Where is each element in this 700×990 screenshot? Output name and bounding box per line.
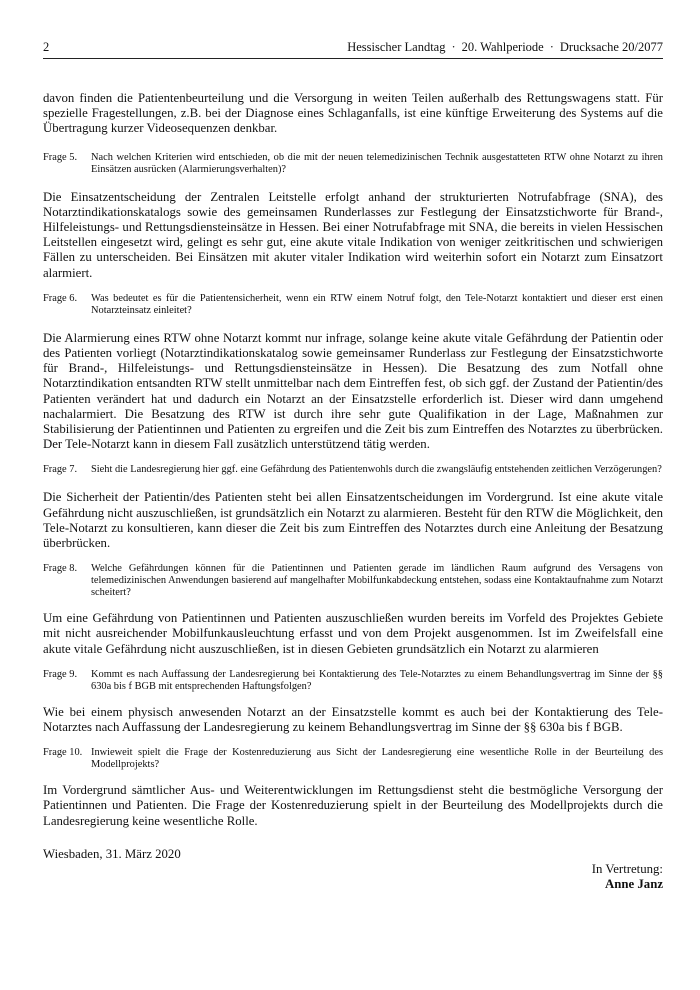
question-label: Frage 8.: [43, 563, 78, 575]
parliament-name: Hessischer Landtag: [347, 40, 446, 54]
question-text: Kommt es nach Auffassung der Landesregierung bei Kontaktierung des Tele-Notarztes zu einem Behandlungsvertrag im Sinne der §§ 630a bis f BGB mit entsprechenden Haftungsfolgen?: [91, 668, 663, 692]
document-page: [43, 40, 663, 893]
question-label: Frage 7.: [43, 464, 78, 476]
question-label: Frage 9.: [43, 668, 78, 680]
header-separator: ·: [451, 40, 456, 54]
answer-paragraph: Im Vordergrund sämtlicher Aus- und Weiterentwicklungen im Rettungsdienst steht die bestmögliche Versorgung der Patientinnen und Patienten. Die Frage der Kostenreduzierung spielt in der Beurteilung des Modellprojekts durch die Landesregierung keine wesentliche Rolle.: [43, 783, 663, 828]
answer-paragraph: Die Alarmierung eines RTW ohne Notarzt kommt nur infrage, solange keine akute vitale Gefährdung der Patientin oder des Patienten vorliegt (Notarztindikationskatalog sowie gemeinsamer Runderlass zur Festlegung der Einsatzstichworte für Brand-, Hilfeleistungs- und Rettungsdiensteinsätze in Hessen). Die Besatzung des zum Notfall ohne Notarztindikation entsandten RTW stellt unmittelbar nach dem Eintreffen fest, ob sich ggf. der Zustand der Patientin/des Patienten verändert hat und dadurch ein Notarzt an der Einsatzstelle erforderlich ist. Dieser wird dann umgehend nachalarmiert. Die Besatzung des RTW ist durch ihre sehr gute Qualifikation in der Lage, Maßnahmen zur Stabilisierung der Patientinnen und Patienten zu ergreifen und die Zeit bis zum Eintreffen des Notarztes zu überbrücken. Der Tele-Notarzt kann in diesem Fall zusätzlich unterstützend tätig werden.: [43, 330, 663, 452]
question-text: Nach welchen Kriterien wird entschieden, ob die mit der neuen telemedizinischen Technik ausgestatteten RTW ohne Notarzt zu ihren Einsätzen ausrücken (Alarmierungsverhalten)?: [91, 151, 663, 175]
signature-block: [43, 862, 663, 892]
question-block: [43, 293, 663, 317]
legislative-period: 20. Wahlperiode: [461, 40, 544, 54]
representation-note: In Vertretung:: [591, 862, 663, 877]
question-label: Frage 10.: [43, 747, 83, 759]
page-header: [43, 40, 663, 59]
question-text: Sieht die Landesregierung hier ggf. eine Gefährdung des Patientenwohls durch die zwangsläufig entstehenden zeitlichen Verzögerungen?: [91, 464, 662, 476]
answer-paragraph: Um eine Gefährdung von Patientinnen und Patienten auszuschließen wurden bereits im Vorfeld des Projektes Gebiete mit nicht ausreichender Mobilfunkausleuchtung erfasst und von dem Projekt ausgenommen. Ist im Zweifelsfall eine akute vitale Gefährdung nicht auszuschließen, ist in diesen Gebieten grundsätzlich ein Notarzt zu alarmieren: [43, 611, 663, 656]
question-label: Frage 5.: [43, 151, 78, 163]
intro-paragraph: davon finden die Patientenbeurteilung und die Versorgung in weiten Teilen außerhalb des Rettungswagens statt. Für spezielle Fragestellungen, z.B. bei der Diagnose eines Schlaganfalls, ist eine künftige Erweiterung des Systems auf die Übertragung kurzer Videosequenzen denkbar.: [43, 91, 663, 136]
question-label: Frage 6.: [43, 292, 78, 304]
question-text: Welche Gefährdungen können für die Patientinnen und Patienten gerade im ländlichen Raum aufgrund des Versagens von telemedizinischen Anwendungen basierend auf mangelhafter Mobilfunkabdeckung entstehen, sodass eine Kontaktaufnahme zum Notarzt scheitert?: [91, 563, 663, 599]
question-text: Was bedeutet es für die Patientensicherheit, wenn ein RTW einem Notruf folgt, den Tele-Notarzt kontaktiert und dieser erst einen Notarzteinsatz einleitet?: [91, 292, 663, 316]
header-info: [347, 40, 663, 55]
page-number: 2: [43, 40, 50, 54]
signatory-name: Anne Janz: [605, 877, 663, 892]
answer-paragraph: Wie bei einem physisch anwesenden Notarzt an der Einsatzstelle kommt es auch bei der Kontaktierung des Tele-Notarztes nach Auffassung der Landesregierung zu keinem Behandlungsvertrag im Sinne der §§ 630a bis f BGB.: [43, 704, 663, 735]
place-date: Wiesbaden, 31. März 2020: [43, 846, 181, 861]
question-block: [43, 747, 663, 771]
question-block: [43, 563, 663, 599]
answer-paragraph: Die Einsatzentscheidung der Zentralen Leitstelle erfolgt anhand der strukturierten Notrufabfrage (SNA), des Notarztindikationskatalogs sowie des gemeinsamen Runderlasses zur Festlegung der Einsatzstichworte für Brand-, Hilfeleistungs- und Rettungsdiensteinsätze in Hessen. Bei einer Notrufabfrage mit SNA, die bereits in vielen Hessischen Leitstellen eingesetzt wird, gelingt es sehr gut, eine akute vitale Indikation von weniger zeitkritischen und schwierigen Fällen zu unterscheiden. Bei Einsätzen mit akuter vitaler Indikation wird weiterhin sofort ein Notarzt zum Einsatzort alarmiert.: [43, 189, 663, 280]
header-separator: ·: [549, 40, 554, 54]
printed-matter-number: Drucksache 20/2077: [559, 40, 663, 54]
question-text: Inwieweit spielt die Frage der Kostenreduzierung aus Sicht der Landesregierung eine wesentliche Rolle in der Beurteilung des Modellprojekts?: [91, 747, 663, 771]
question-block: [43, 669, 663, 693]
question-block: [43, 464, 663, 476]
answer-paragraph: Die Sicherheit der Patientin/des Patienten steht bei allen Einsatzentscheidungen im Vordergrund. Ist eine akute vitale Gefährdung nicht auszuschließen, ist grundsätzlich ein Notarzt zu alarmieren. Besteht für den RTW die Möglichkeit, den Tele-Notarzt zu konsultieren, kann dieser die Zeit bis zum Eintreffen des Notarztes durch eine Anleitung der Besatzung überbrücken.: [43, 490, 663, 551]
question-block: [43, 152, 663, 176]
